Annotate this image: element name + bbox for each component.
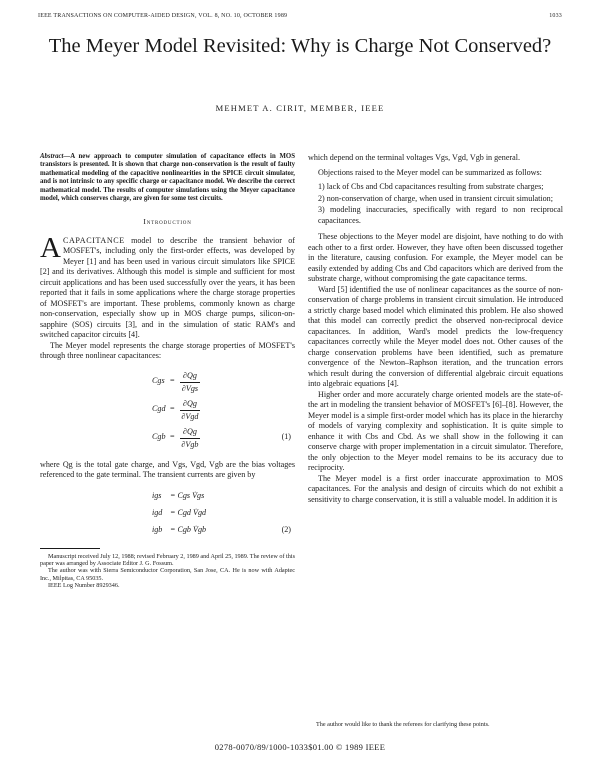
intro-paragraph-1 [40, 231, 295, 341]
objection-item: 2) non-conservation of charge, when used in transient circuit simulation; [318, 193, 553, 203]
capacitance-equations [40, 370, 295, 452]
intro-p1-rest: model to describe the transient behavior of MOSFET's, including only the first-order effects, was developed by Meyer [1] and has been used in various circuit simulators like SPICE [2] and its derivatives. Although this model is simple and sufficient for most circuit applications and has been used successfully over the years, it has been reported that it fails in some applications where the charge storage properties of MOSFET's are important. These problems, commonly known as charge non-conservation, especially show up in MOS charge pumps, silicon-on-sapphire (SOS) circuits [3], and in the simulation of static RAM's and switched capacitor circuits [4]. [40, 235, 295, 340]
continuation-text: which depend on the terminal voltages Vgs, Vgd, Vgb in general. [308, 153, 520, 162]
equation-cgs: Cgs = ∂Qg ∂Vgs [152, 370, 199, 393]
objections-list [308, 182, 563, 226]
copyright-line: 0278-0070/89/1000-1033$01.00 © 1989 IEEE [214, 742, 386, 752]
equation-cgb: Cgb = ∂Qg ∂Vgb (1) [152, 426, 291, 449]
eq-lhs: Cgs [152, 375, 165, 385]
equation-igb: igb = Cgb V̇gb (2) [152, 524, 291, 534]
objections-intro: Objections raised to the Meyer model can be summarized as follows: [318, 167, 542, 177]
footnote-manuscript: Manuscript received July 12, 1988; revised February 2, 1989 and April 25, 1989. The review of this paper was arranged by Associate Editor J. G. Fossum. [40, 552, 295, 568]
journal-header: IEEE TRANSACTIONS ON COMPUTER-AIDED DESIGN, VOL. 8, NO. 10, OCTOBER 1989 [38, 13, 288, 19]
author-line: MEHMET A. CIRIT, MEMBER, IEEE [215, 103, 385, 113]
equation-igs: igs = Cgs V̇gs [152, 490, 205, 500]
paper-title: The Meyer Model Revisited: Why is Charge Not Conserved? [48, 35, 552, 57]
eq-lhs: Cgb [152, 431, 166, 441]
abstract-lead: Abstract [40, 153, 64, 160]
footnote-acknowledgment: The author would like to thank the referees for clarifying these points. [316, 721, 490, 728]
footnote-rule [40, 548, 100, 549]
objection-item: 3) modeling inaccuracies, specifically with regard to non reciprocal capacitances. [318, 205, 563, 225]
equation-number: (1) [281, 431, 291, 441]
eq-fraction: ∂Qg ∂Vgs [181, 370, 199, 393]
footnote-affiliation: The author was with Sierra Semiconductor Corporation, San Jose, CA. He is now with Adaptec Inc., Milpitas, CA 95035. [40, 567, 295, 582]
intro-paragraph-3: where Qg is the total gate charge, and Vgs, Vgd, Vgb are the bias voltages referenced to the gate terminal. The transient currents are given by [40, 459, 295, 480]
equation-igd: igd = Cgd V̇gd [152, 507, 207, 517]
page-number: 1033 [549, 13, 562, 19]
equation-cgd: Cgd = ∂Qg ∂Vgd [152, 398, 199, 421]
equation-number: (2) [281, 524, 291, 534]
abstract-text: —A new approach to computer simulation of capacitance effects in MOS transistors is presented. It is shown that charge non-conservation is the result of faulty mathematical modeling of the capacitive nonlinearities in the SPICE circuit simulator, and is not intrinsic to any specific charge or capacitance model. We describe the correct mathematical model. The results of computer simulations using the Meyer capacitance model, which conserves charge, are given for some test circuits. [40, 153, 295, 203]
eq-lhs: Cgd [152, 403, 166, 413]
paragraph-meyer-approx: The Meyer model is a first order inaccurate approximation to MOS capacitances. For the analysis and design of circuits which do not exhibit a sensitivity to charge conservation, it is still a valuable model. In addition it is [308, 473, 563, 504]
eq-fraction: ∂Qg ∂Vgb [181, 426, 199, 449]
left-column [40, 153, 295, 589]
paragraph-objections: These objections to the Meyer model are disjoint, have nothing to do with each other to a first order. However, they have often been discussed together in the literature, causing confusion. For example, the Meyer model can be easily extended by adding Cbs and Cbd capacitors which are derived from the substrate charge, without compromising the gate capacitance terms. [308, 232, 563, 283]
section-heading-introduction: Introduction [143, 217, 192, 227]
paragraph-higher-order: Higher order and more accurately charge oriented models are the state-of-the art in modeling the transient behavior of MOSFET's [6]–[8]. However, the Meyer model is a simple first-order model which has its place in the hierarchy of models of varying complexity and sophistication. It is quite simple to enhance it with Cbs and Cbd. As we shall show in the following it can conserve charge with proper implementation in a circuit simulator. Therefore, the only objection to the Meyer model remains to be its accuracy due to reciprocity. [308, 389, 563, 472]
objection-item: 1) lack of Cbs and Cbd capacitances resulting from substrate charges; [318, 182, 544, 191]
paragraph-ward: Ward [5] identified the use of nonlinear capacitances as the source of non-conservation of charge problems in transient circuit simulation. He introduced a strictly charge based model which eliminated this problem. He also showed that this model can correctly predict the observed non-reciprocal device capacitances. In addition, Ward's model predicts the low-frequency capacitances correctly while the Meyer model does not. Other causes of the charge conservation problems have been identified, such as premature convergence of the Newton–Raphson iteration, and the truncation errors which result during the conversion of differential algebraic circuit equations into algebraic equations [4]. [308, 284, 563, 388]
intro-paragraph-2: The Meyer model represents the charge storage properties of MOSFET's through three nonlinear capacitances: [40, 340, 295, 361]
footnote-log-number: IEEE Log Number 8929346. [48, 581, 120, 589]
right-column [308, 153, 563, 505]
abstract [40, 153, 295, 203]
drop-cap: A [40, 231, 61, 264]
intro-caps: CAPACITANCE [62, 235, 125, 245]
current-equations [40, 489, 295, 540]
eq-fraction: ∂Qg ∂Vgd [181, 398, 199, 421]
